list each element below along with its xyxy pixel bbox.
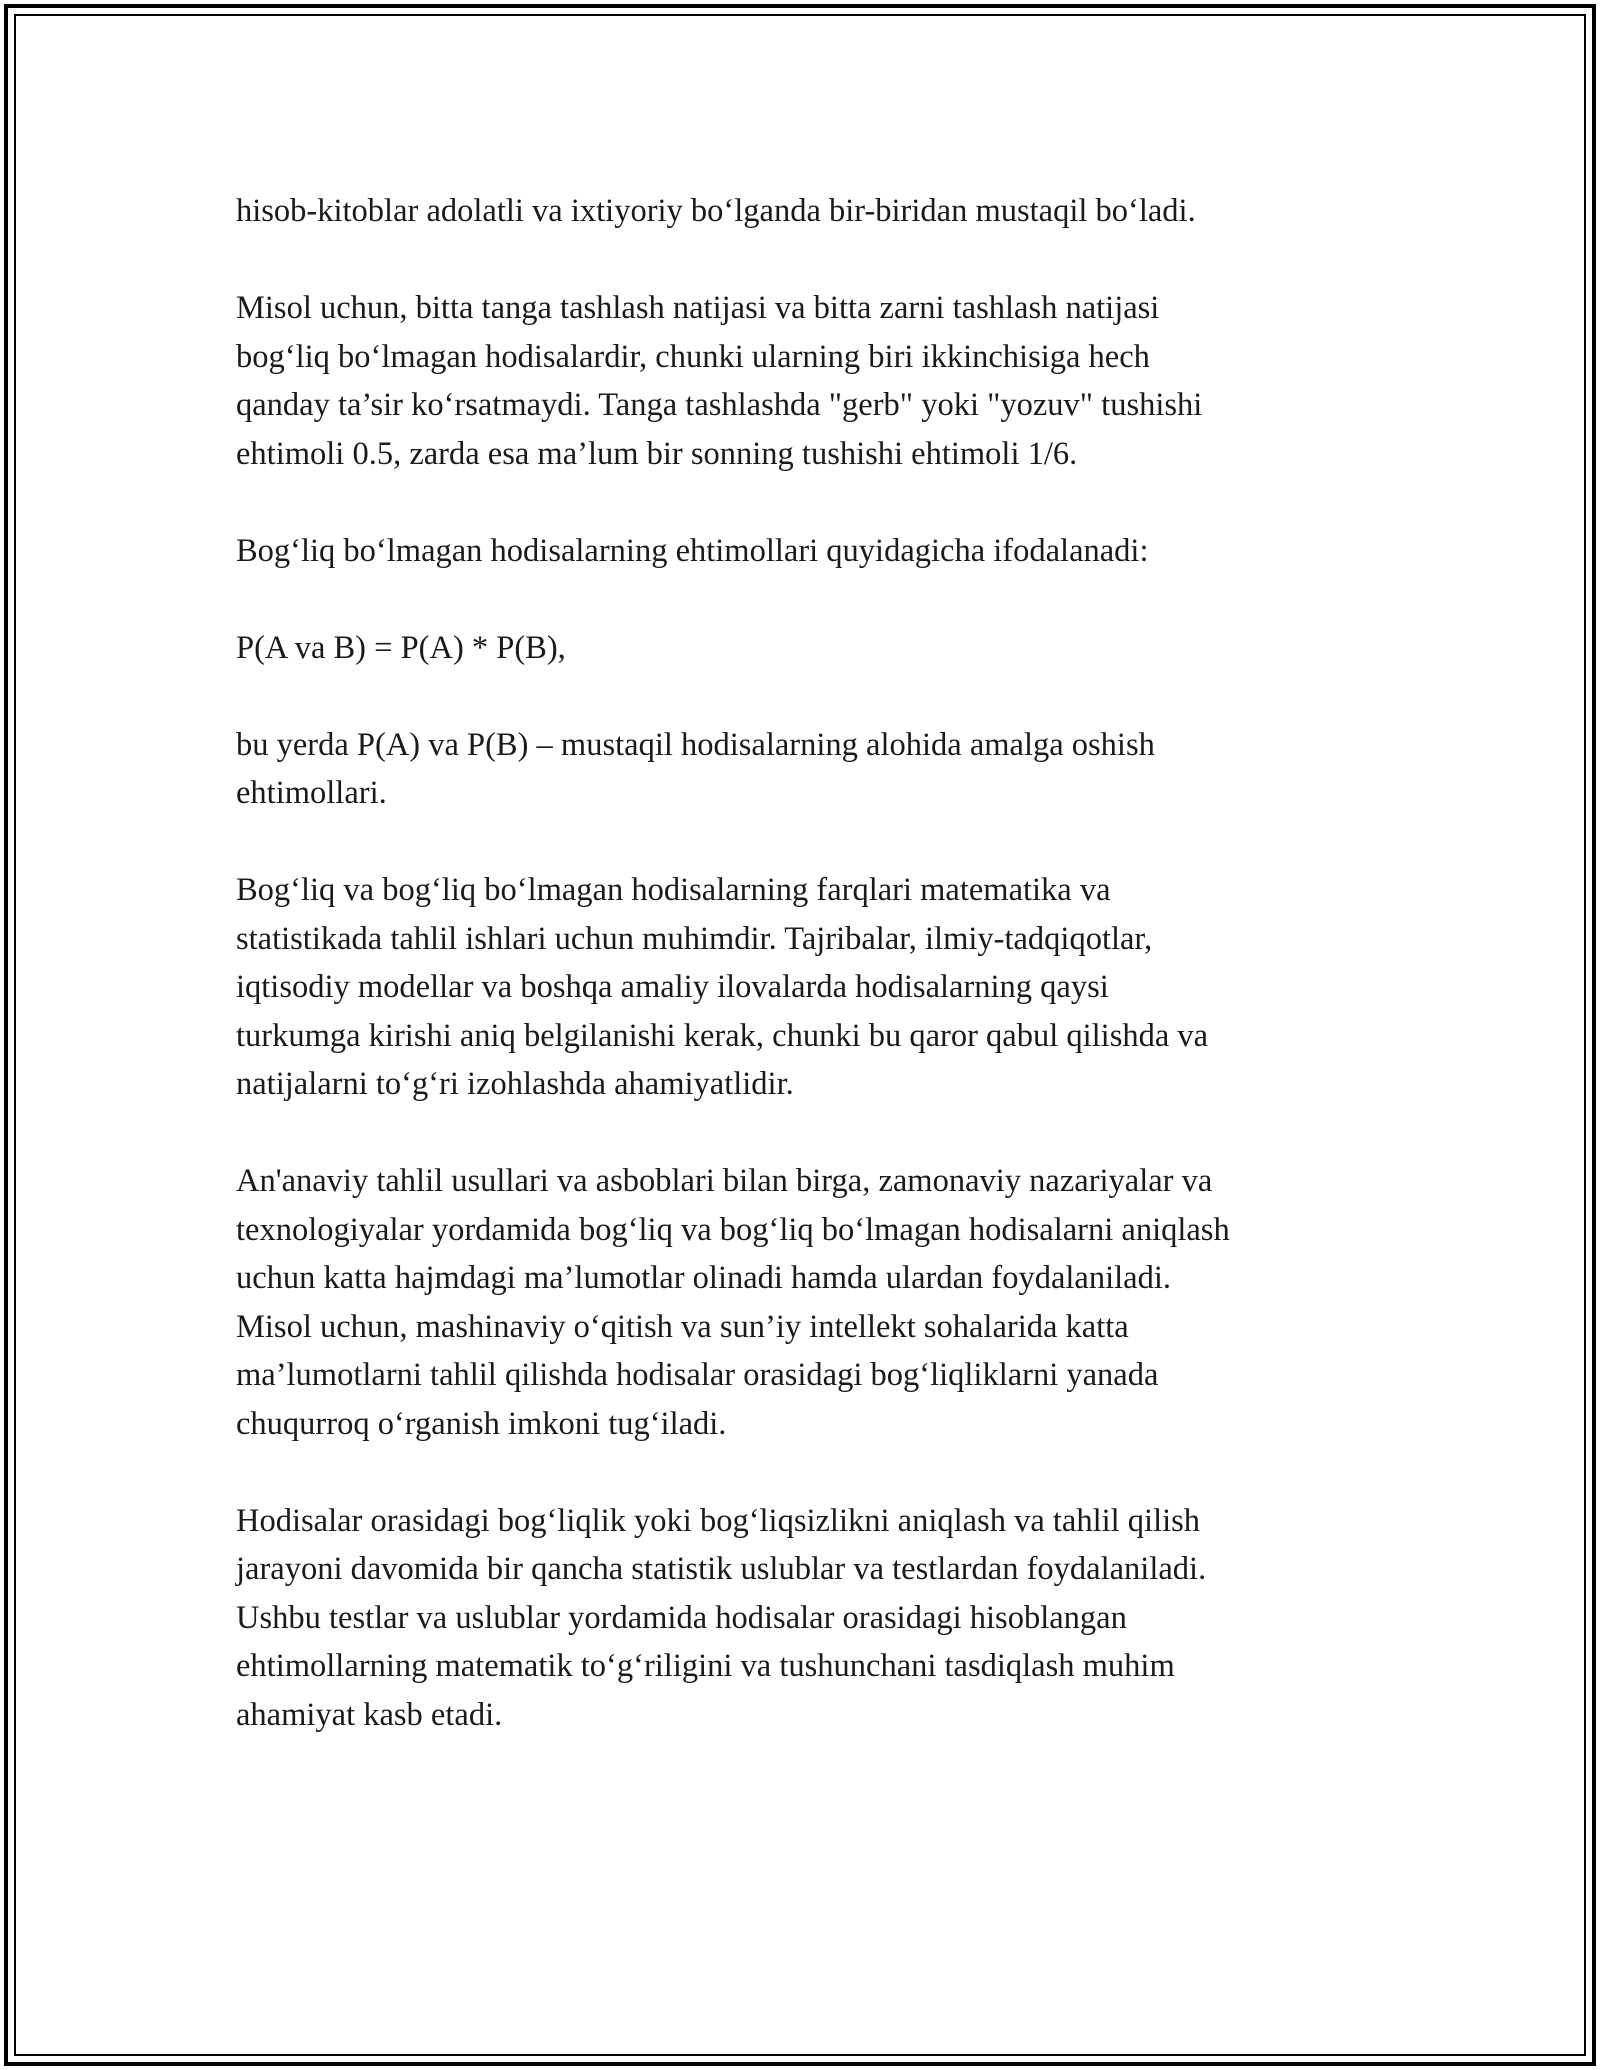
paragraph-statistical-tests: Hodisalar orasidagi bog‘liqlik yoki bog‘liqsizlikni aniqlash va tahlil qilish jarayoni davomida bir qancha statistik uslublar va testlardan foydalaniladi. Ushbu testlar va uslublar yordamida hodisalar orasidagi hisoblangan ehtimollarning matematik to‘g‘riligini va tushunchani tasdiqlash muhim ahamiyat kasb etadi. bbox=[236, 1502, 1207, 1733]
formula-product-rule: P(A va B) = P(A) * P(B), bbox=[236, 629, 566, 666]
paragraph-independence-conclusion: hisob-kitoblar adolatli va ixtiyoriy bo‘lganda bir-biridan mustaqil bo‘ladi. bbox=[236, 193, 1196, 229]
paragraph-modern-methods: An'anaviy tahlil usullari va asboblari bilan birga, zamonaviy nazariyalar va texnologiyalar yordamida bog‘liq va bog‘liq bo‘lmagan hodisalarni aniqlash uchun katta hajmdagi ma’lumotlar olinadi hamda ulardan foydalaniladi. Misol uchun, mashinaviy o‘qitish va sun’iy intellekt sohalarida katta ma’lumotlarni tahlil qilishda hodisalar orasidagi bog‘liqliklarni yanada chuqurroq o‘rganish imkoni tug‘iladi. bbox=[236, 1163, 1230, 1442]
document-body bbox=[236, 187, 1376, 1788]
paragraph-formula-intro: Bog‘liq bo‘lmagan hodisalarning ehtimollari quyidagicha ifodalanadi: bbox=[236, 532, 1149, 569]
paragraph-formula-explanation: bu yerda P(A) va P(B) – mustaqil hodisalarning alohida amalga oshish ehtimollari. bbox=[236, 726, 1155, 811]
paragraph-coin-dice-example: Misol uchun, bitta tanga tashlash natijasi va bitta zarni tashlash natijasi bog‘liq bo‘lmagan hodisalardir, chunki ularning biri ikkinchisiga hech qanday ta’sir ko‘rsatmaydi. Tanga tashlashda "gerb" yoki "yozuv" tushishi ehtimoli 0.5, zarda esa ma’lum bir sonning tushishi ehtimoli 1/6. bbox=[236, 290, 1203, 472]
paragraph-importance: Bog‘liq va bog‘liq bo‘lmagan hodisalarning farqlari matematika va statistikada tahlil ishlari uchun muhimdir. Tajribalar, ilmiy-tadqiqotlar, iqtisodiy modellar va boshqa amaliy ilovalarda hodisalarning qaysi turkumga kirishi aniq belgilanishi kerak, chunki bu qaror qabul qilishda va natijalarni to‘g‘ri izohlashda ahamiyatlidir. bbox=[236, 872, 1209, 1102]
